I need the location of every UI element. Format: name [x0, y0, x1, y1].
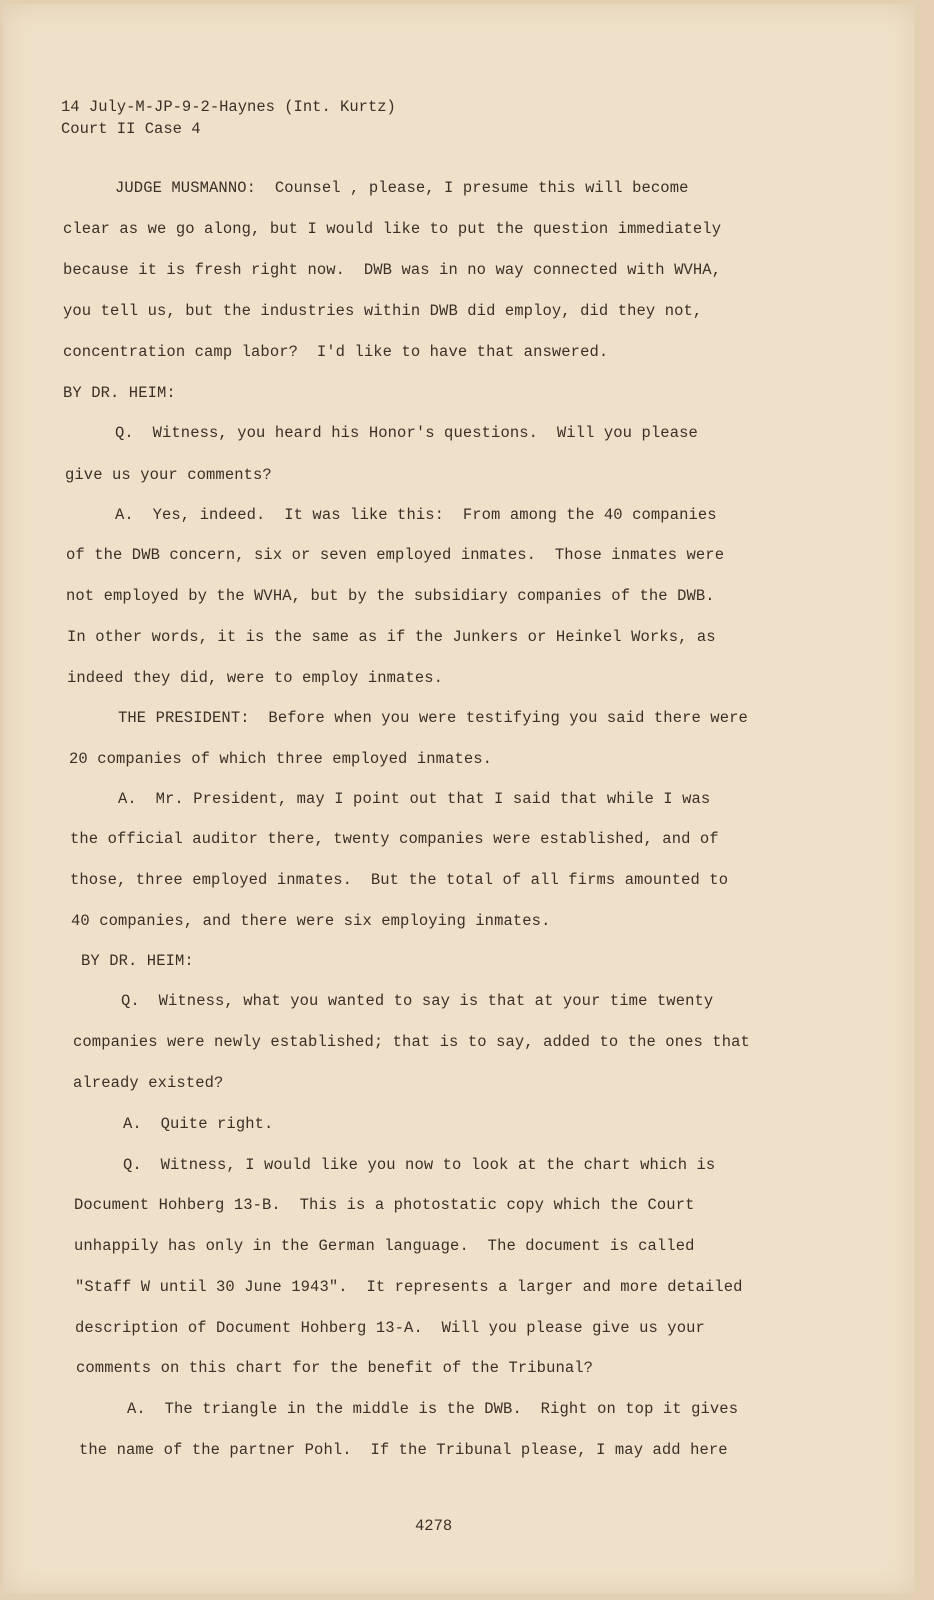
text-line: A. Mr. President, may I point out that I said that while I was — [118, 790, 711, 808]
text-line: description of Document Hohberg 13-A. Will you please give us your — [75, 1319, 705, 1337]
text-line: the name of the partner Pohl. If the Tribunal please, I may add here — [79, 1441, 728, 1459]
text-line: JUDGE MUSMANNO: Counsel , please, I presume this will become — [115, 179, 689, 197]
text-line: the official auditor there, twenty companies were established, and of — [70, 830, 719, 848]
text-line: not employed by the WVHA, but by the subsidiary companies of the DWB. — [66, 587, 715, 605]
document-page — [3, 4, 915, 1594]
text-line: because it is fresh right now. DWB was in no way connected with WVHA, — [63, 261, 722, 279]
text-line: give us your comments? — [65, 466, 272, 484]
speaker-label: BY DR. HEIM: — [63, 384, 176, 402]
text-line: unhappily has only in the German language. The document is called — [74, 1237, 695, 1255]
text-line: "Staff W until 30 June 1943". It represents a larger and more detailed — [75, 1278, 743, 1296]
text-line: 40 companies, and there were six employing inmates. — [71, 912, 551, 930]
text-line: In other words, it is the same as if the Junkers or Heinkel Works, as — [67, 628, 716, 646]
text-line: THE PRESIDENT: Before when you were testifying you said there were — [118, 709, 748, 727]
text-line: already existed? — [73, 1074, 224, 1092]
text-line: concentration camp labor? I'd like to have that answered. — [63, 343, 609, 361]
text-line: indeed they did, were to employ inmates. — [67, 669, 444, 687]
text-line: comments on this chart for the benefit of the Tribunal? — [76, 1359, 594, 1377]
speaker-label: BY DR. HEIM: — [81, 952, 194, 970]
text-line: those, three employed inmates. But the total of all firms amounted to — [70, 871, 729, 889]
text-line: you tell us, but the industries within DWB did employ, did they not, — [63, 302, 703, 320]
text-line: companies were newly established; that is to say, added to the ones that — [73, 1033, 750, 1051]
page-number: 4278 — [415, 1517, 453, 1535]
header-line-1: 14 July-M-JP-9-2-Haynes (Int. Kurtz) — [61, 98, 396, 116]
text-line: clear as we go along, but I would like to put the question immediately — [63, 220, 722, 238]
text-line: 20 companies of which three employed inmates. — [69, 750, 493, 768]
text-line: Q. Witness, you heard his Honor's questions. Will you please — [115, 424, 698, 442]
text-line: Q. Witness, what you wanted to say is that at your time twenty — [121, 992, 714, 1010]
text-line: Q. Witness, I would like you now to look at the chart which is — [123, 1156, 716, 1174]
text-line: Document Hohberg 13-B. This is a photostatic copy which the Court — [74, 1196, 695, 1214]
text-line: A. Yes, indeed. It was like this: From among the 40 companies — [115, 506, 717, 524]
text-line: A. The triangle in the middle is the DWB. Right on top it gives — [127, 1400, 739, 1418]
text-line: of the DWB concern, six or seven employed inmates. Those inmates were — [66, 546, 725, 564]
document-header — [61, 96, 396, 140]
header-line-2: Court II Case 4 — [61, 120, 201, 138]
text-line: A. Quite right. — [123, 1115, 274, 1133]
